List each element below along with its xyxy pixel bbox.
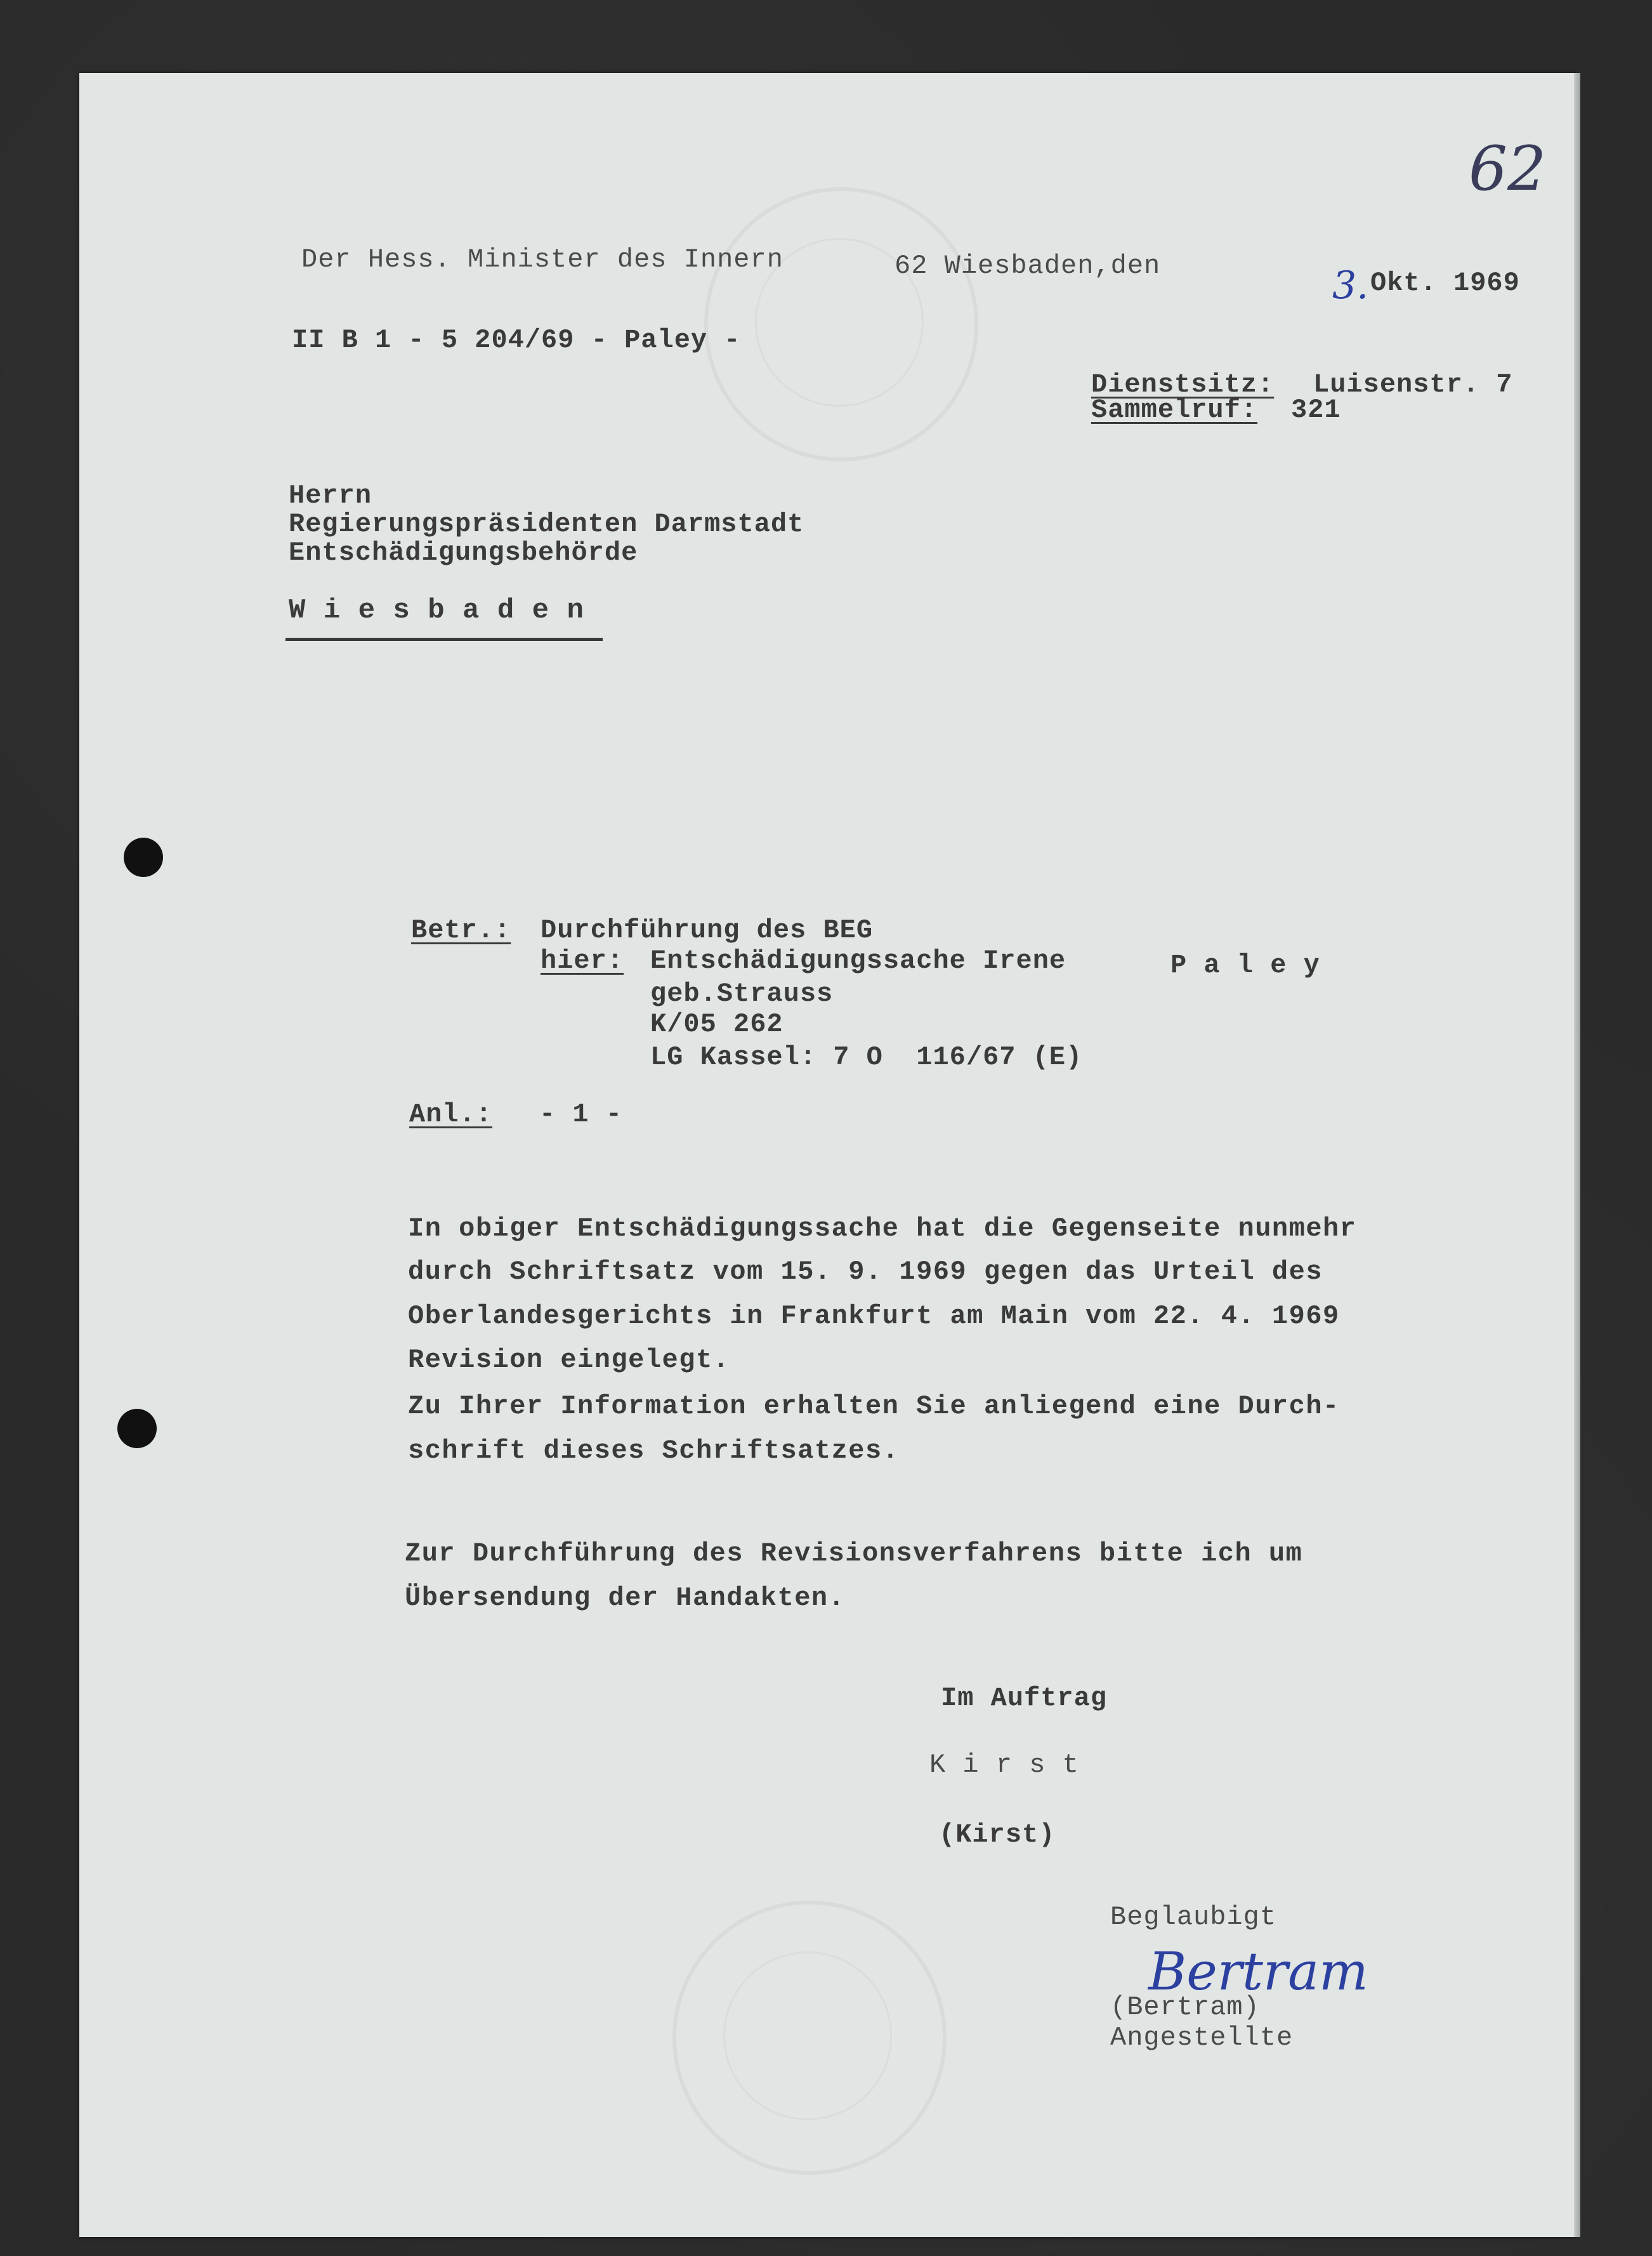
sender: Der Hess. Minister des Innern xyxy=(301,244,783,275)
reference: II B 1 - 5 204/69 - Paley - xyxy=(292,325,741,355)
im-auftrag: Im Auftrag xyxy=(941,1683,1108,1713)
recipient-city: W i e s b a d e n xyxy=(289,595,584,626)
body-p1-line5: Zu Ihrer Information erhalten Sie anliegend eine Durch- xyxy=(408,1391,1340,1422)
punch-hole-top xyxy=(124,838,163,877)
betr-label: Betr.: xyxy=(411,915,511,946)
subject-line5: LG Kassel: 7 O 116/67 (E) xyxy=(650,1042,1083,1072)
phone-value: 321 xyxy=(1291,395,1341,425)
watermark-stamp-bottom-inner xyxy=(723,1951,892,2120)
body-p2-line1: Zur Durchführung des Revisionsverfahrens bitte ich um xyxy=(405,1538,1303,1569)
document-page xyxy=(79,73,1577,2237)
body-p1-line1: In obiger Entschädigungssache hat die Gegenseite nunmehr xyxy=(408,1213,1357,1244)
punch-hole-bottom xyxy=(117,1409,157,1448)
office-label: Dienstsitz: xyxy=(1091,369,1275,400)
page-edge xyxy=(1574,73,1580,2237)
signature: Bertram xyxy=(1148,1942,1368,2002)
place: 62 Wiesbaden,den xyxy=(895,251,1161,281)
recipient-line3: Entschädigungsbehörde xyxy=(289,538,638,568)
body-p1-line6: schrift dieses Schriftsatzes. xyxy=(408,1435,900,1466)
hier-name: P a l e y xyxy=(1170,950,1320,980)
signer-paren: (Kirst) xyxy=(939,1819,1056,1850)
body-p1-line4: Revision eingelegt. xyxy=(408,1345,730,1375)
subject-line4: K/05 262 xyxy=(650,1009,783,1039)
beglaubigt: Beglaubigt xyxy=(1110,1902,1277,1932)
hier-label: hier: xyxy=(541,946,624,976)
anl-label: Anl.: xyxy=(409,1099,493,1130)
signer-spaced: K i r s t xyxy=(929,1750,1079,1780)
recipient-line2: Regierungspräsidenten Darmstadt xyxy=(289,509,804,539)
subject-line3: geb.Strauss xyxy=(650,979,834,1009)
body-p1-line3: Oberlandesgerichts in Frankfurt am Main vom 22. 4. 1969 xyxy=(408,1301,1340,1331)
body-p2-line2: Übersendung der Handakten. xyxy=(405,1583,846,1613)
phone-label: Sammelruf: xyxy=(1091,395,1258,425)
certifier: (Bertram) xyxy=(1110,1992,1260,2022)
page-number: 62 xyxy=(1469,133,1547,204)
office-value: Luisenstr. 7 xyxy=(1313,369,1513,400)
date-rest: Okt. 1969 xyxy=(1370,268,1520,298)
anl-value: - 1 - xyxy=(539,1099,623,1130)
recipient-city-underline xyxy=(285,638,603,641)
recipient-line1: Herrn xyxy=(289,480,372,511)
body-p1-line2: durch Schriftsatz vom 15. 9. 1969 gegen das Urteil des xyxy=(408,1257,1323,1287)
certifier-title: Angestellte xyxy=(1110,2022,1294,2053)
hier-value: Entschädigungssache Irene xyxy=(650,946,1066,976)
date-day: 3. xyxy=(1332,263,1369,308)
betr-value: Durchführung des BEG xyxy=(541,915,874,946)
